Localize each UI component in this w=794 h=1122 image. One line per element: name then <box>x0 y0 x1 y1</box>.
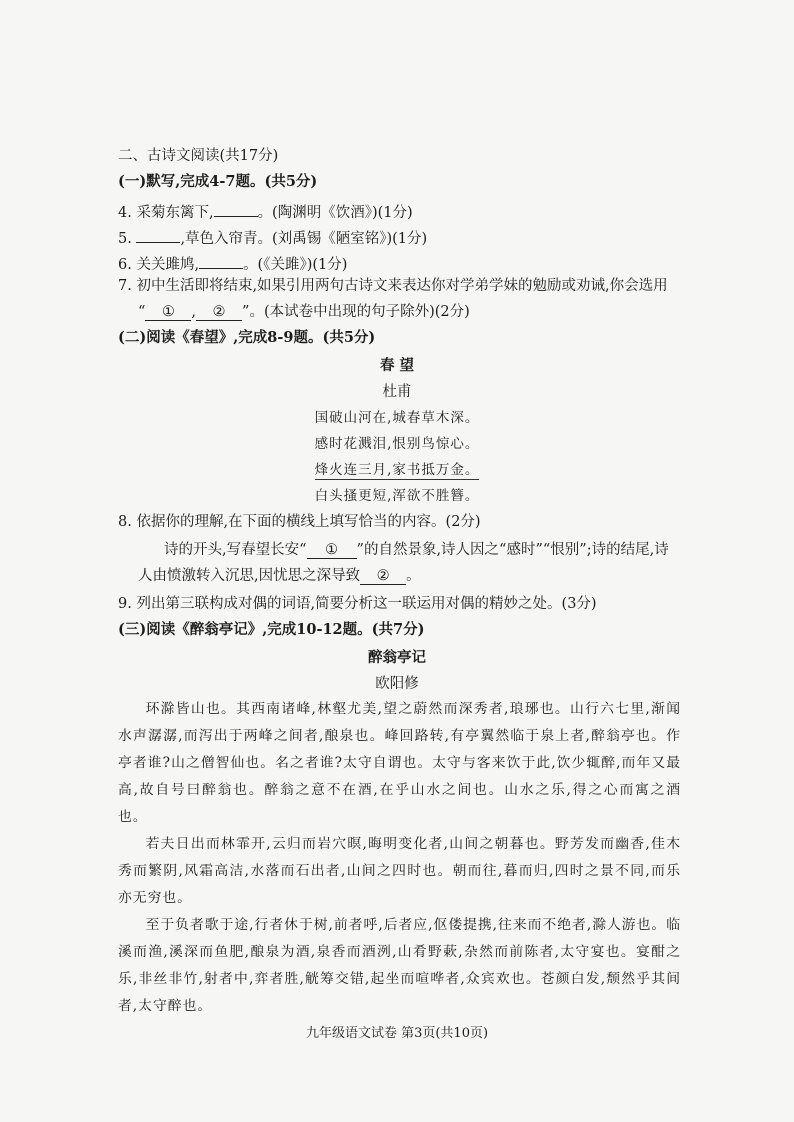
page-footer: 九年级语文试卷 第3页(共10页) <box>305 1026 489 1041</box>
q8-line3-pre: 人由愤激转入沉思,因忧思之深导致 <box>138 568 361 584</box>
q8-text-pre: 诗的开头,写春望长安“ <box>164 542 307 558</box>
question-9: 9. 列出第三联构成对偶的词语,简要分析这一联运用对偶的精妙之处。(3分) <box>118 596 597 612</box>
q4-text-post: 。(陶渊明《饮酒》)(1分) <box>257 205 413 221</box>
q8-text-post: ”的自然景象,诗人因之“感时”“恨别”;诗的结尾,诗 <box>356 542 669 558</box>
essay-body <box>118 696 681 1020</box>
poem-author: 杜甫 <box>382 384 412 400</box>
question-6 <box>118 250 347 275</box>
q6-text-post: 。(《关雎》)(1分) <box>243 257 348 273</box>
q6-text-pre: 6. 关关雎鸠, <box>118 257 200 273</box>
essay-title: 醉翁亭记 <box>368 649 426 666</box>
part1-heading: (一)默写,完成4-7题。(共5分) <box>118 173 318 190</box>
essay-paragraph-2: 若夫日出而林霏开,云归而岩穴暝,晦明变化者,山间之朝暮也。野芳发而幽香,佳木秀而繁阴,风霜高洁,水落而石出者,山间之四时也。朝而往,暮而归,四时之景不同,而乐亦无穷也。 <box>118 836 681 906</box>
q6-answer-blank[interactable] <box>199 250 243 269</box>
q7-separator: , <box>191 304 197 320</box>
question-5 <box>118 224 427 249</box>
question-4 <box>118 198 413 223</box>
q4-text-pre: 4. 采菊东篱下, <box>118 205 214 221</box>
q5-text-pre: 5. <box>118 231 137 247</box>
poem-line-4: 白头搔更短,浑欲不胜簪。 <box>314 488 480 504</box>
q5-text-post: ,草色入帘青。(刘禹锡《陋室铭》)(1分) <box>180 231 428 247</box>
section-title: 二、古诗文阅读(共17分) <box>118 148 279 164</box>
q7-quote-open: “ <box>138 304 146 320</box>
question-7-line1: 7. 初中生活即将结束,如果引用两句古诗文来表达你对学弟学妹的勉励或劝诫,你会选用 <box>118 278 668 294</box>
part2-heading: (二)阅读《春望》,完成8-9题。(共5分) <box>118 329 376 346</box>
poem-line-2: 感时花溅泪,恨别鸟惊心。 <box>314 436 480 452</box>
poem-line-1: 国破山河在,城春草木深。 <box>314 410 480 426</box>
question-7-line2 <box>138 302 470 322</box>
q4-answer-blank[interactable] <box>214 198 258 217</box>
essay-paragraph-3: 至于负者歌于途,行者休于树,前者呼,后者应,伛偻提携,往来而不绝者,滁人游也。临溪而渔,溪深而鱼肥,酿泉为酒,泉香而酒洌,山肴野蔌,杂然而前陈者,太守宴也。宴酣之乐,非丝非竹,射者中,弈者胜,觥筹交错,起坐而喧哗者,众宾欢也。苍颜白发,颓然乎其间者,太守醉也。 <box>118 917 681 1014</box>
q8-line3-post: 。 <box>406 568 421 584</box>
part3-heading: (三)阅读《醉翁亭记》,完成10-12题。(共7分) <box>118 621 425 638</box>
q8-blank-1[interactable]: ① <box>307 540 357 559</box>
poem-title: 春 望 <box>379 357 415 374</box>
essay-paragraph-1: 环滁皆山也。其西南诸峰,林壑尤美,望之蔚然而深秀者,琅琊也。山行六七里,渐闻水声潺潺,而泻出于两峰之间者,酿泉也。峰回路转,有亭翼然临于泉上者,醉翁亭也。作亭者谁?山之僧智仙也。名之者谁?太守自谓也。太守与客来饮于此,饮少辄醉,而年又最高,故自号曰醉翁也。醉翁之意不在酒,在乎山水之间也。山水之乐,得之心而寓之酒也。 <box>118 701 681 825</box>
q7-blank-2[interactable]: ② <box>196 302 242 321</box>
q5-answer-blank[interactable] <box>136 224 180 243</box>
poem-line-3 <box>0 460 794 480</box>
question-8-line1: 8. 依据你的理解,在下面的横线上填写恰当的内容。(2分) <box>118 514 481 530</box>
poem-line-3-underlined: 烽火连三月,家书抵万金。 <box>314 462 480 478</box>
question-8-line2 <box>164 540 669 560</box>
question-8-line3 <box>138 566 421 586</box>
essay-author: 欧阳修 <box>375 676 419 692</box>
q8-blank-2[interactable]: ② <box>360 566 406 585</box>
q7-blank-1[interactable]: ① <box>145 302 191 321</box>
q7-text-post: ”。(本试卷中出现的句子除外)(2分) <box>242 304 470 320</box>
